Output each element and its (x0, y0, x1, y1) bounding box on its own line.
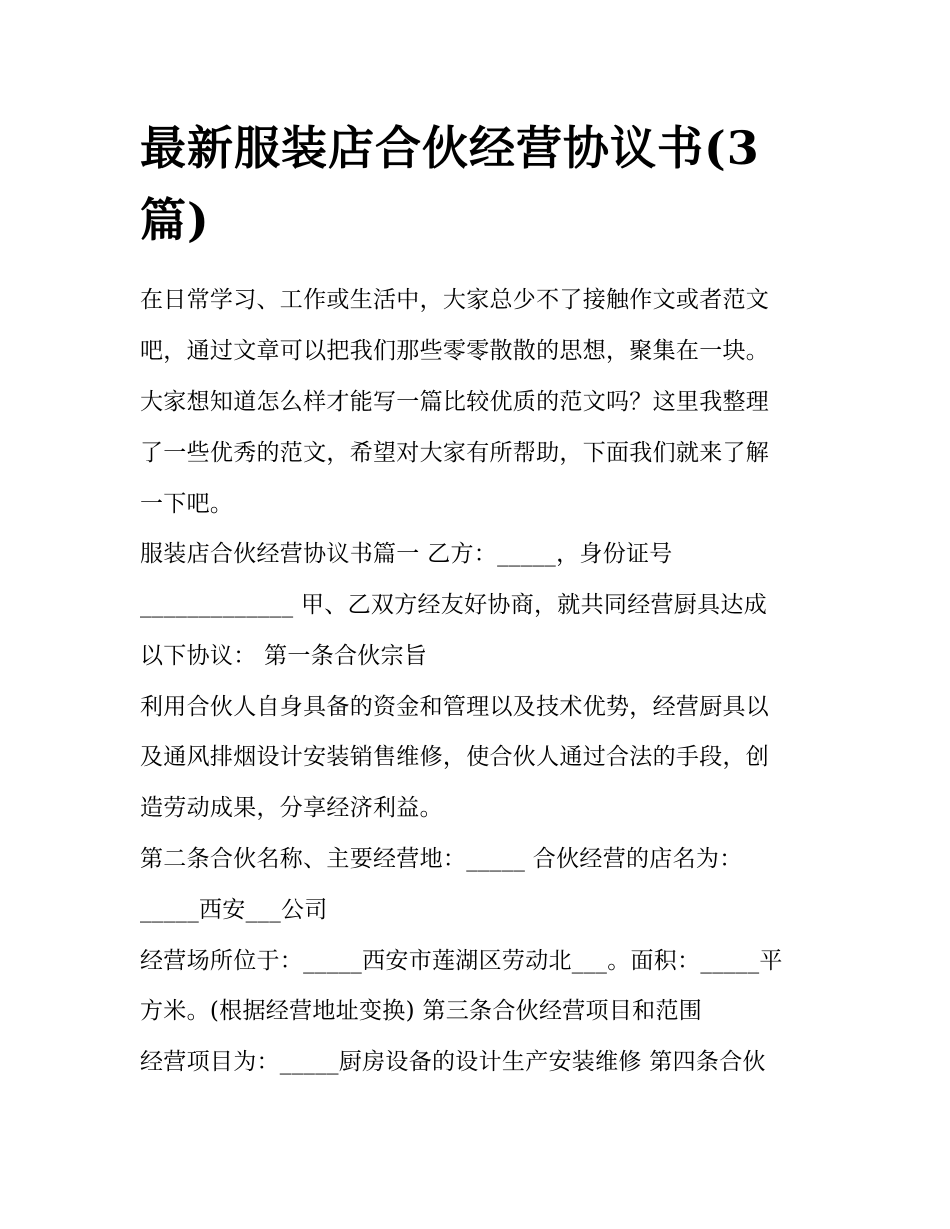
paragraph-line: 造劳动成果，分享经济利益。 (140, 795, 443, 821)
paragraph-line: _____________ 甲、乙双方经友好协商，就共同经营厨具达成 (140, 592, 768, 618)
paragraph-line: _____西安___公司 (140, 897, 328, 923)
paragraph-line: 第二条合伙名称、主要经营地：_____ 合伙经营的店名为： (140, 846, 743, 872)
paragraph-line: 一下吧。 (140, 491, 234, 517)
paragraph-line: 以下协议： 第一条合伙宗旨 (140, 643, 428, 669)
paragraph-line: 及通风排烟设计安装销售维修，使合伙人通过合法的手段，创 (140, 744, 770, 770)
paragraph-line: 大家想知道怎么样才能写一篇比较优质的范文吗？这里我整理 (140, 389, 770, 415)
paragraph-line: 在日常学习、工作或生活中，大家总少不了接触作文或者范文 (140, 287, 770, 313)
paragraph-line: 了一些优秀的范文，希望对大家有所帮助，下面我们就来了解 (140, 440, 770, 466)
paragraph-line: 经营项目为：_____厨房设备的设计生产安装维修 第四条合伙 (140, 1049, 766, 1075)
document-title: 最新服装店合伙经营协议书(3篇) (140, 121, 760, 247)
paragraph-line: 吧，通过文章可以把我们那些零零散散的思想，聚集在一块。 (140, 338, 770, 364)
paragraph-line: 服装店合伙经营协议书篇一 乙方：_____，身份证号 (140, 541, 673, 567)
paragraph-line: 利用合伙人自身具备的资金和管理以及技术优势，经营厨具以 (140, 694, 770, 720)
paragraph-line: 经营场所位于：_____西安市莲湖区劳动北___。面积：_____平 (140, 948, 783, 974)
paragraph-line: 方米。(根据经营地址变换) 第三条合伙经营项目和范围 (140, 998, 703, 1024)
